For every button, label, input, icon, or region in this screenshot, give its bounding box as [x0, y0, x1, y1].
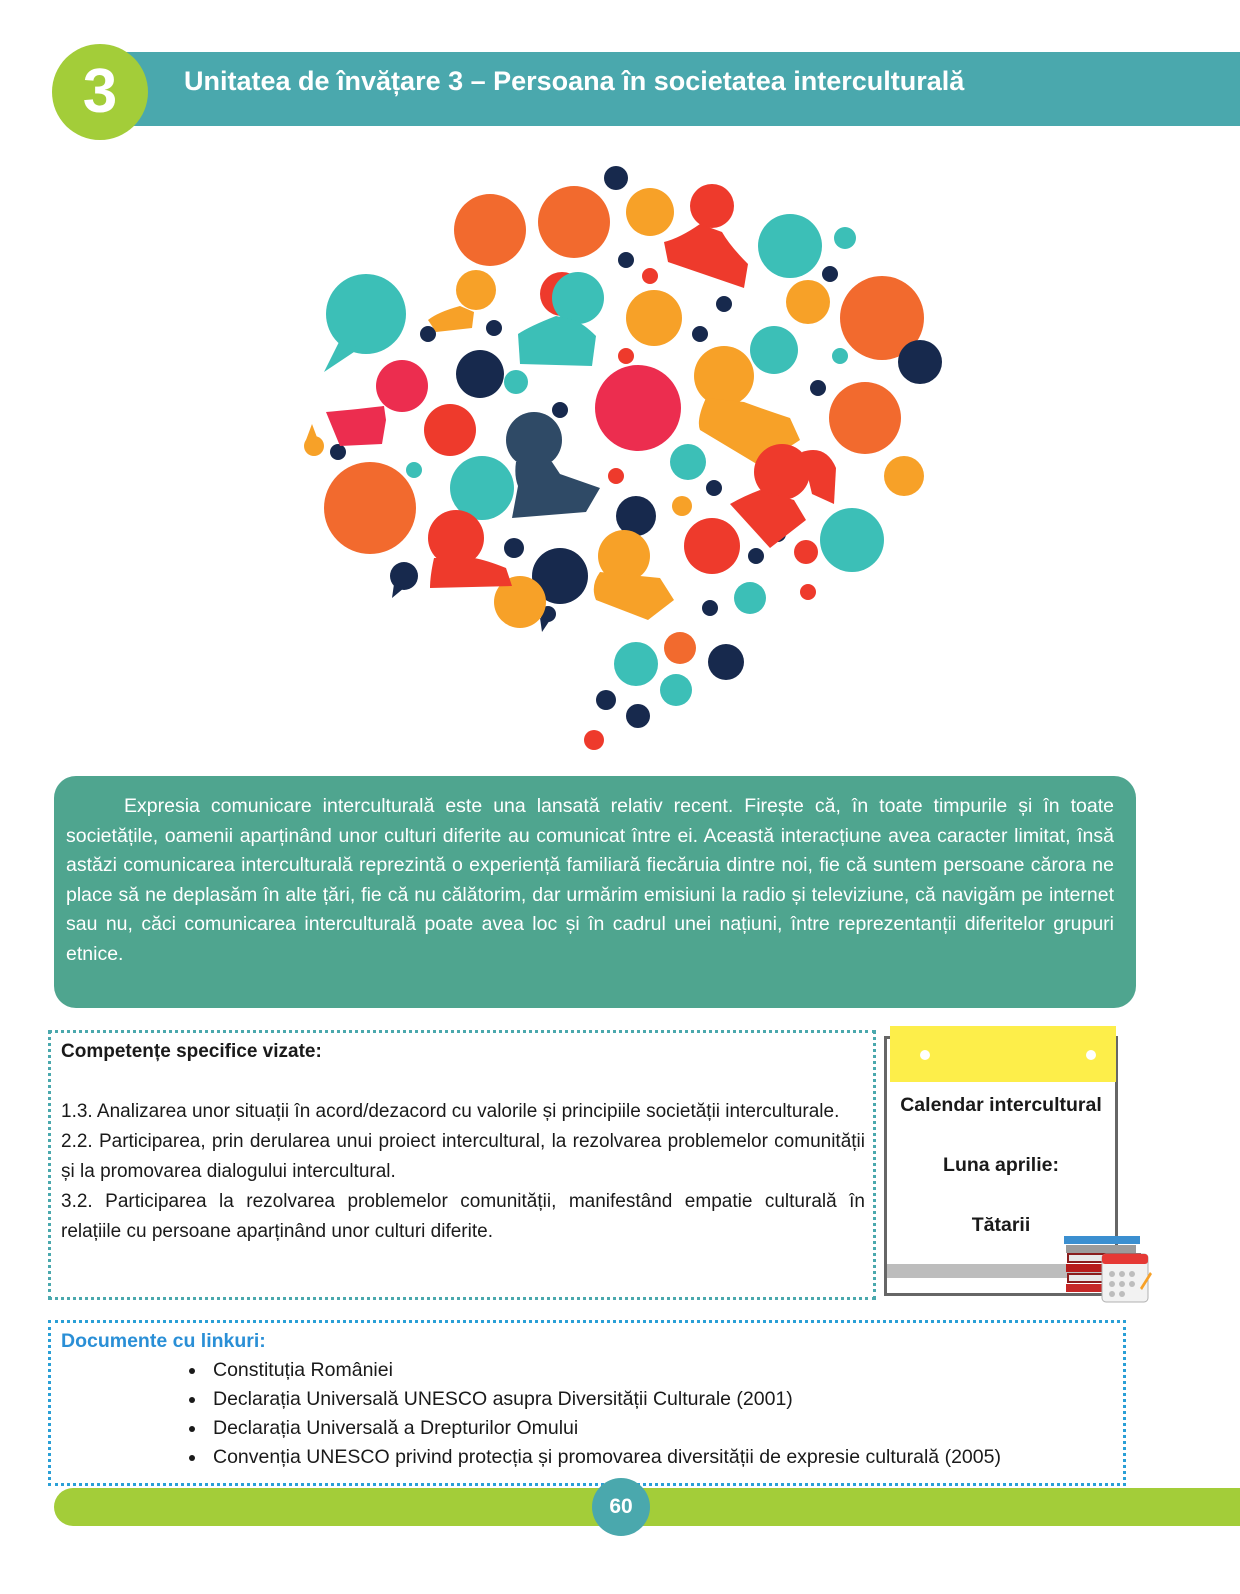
documents-list: [61, 1356, 1113, 1472]
document-link[interactable]: • Convenția UNESCO privind protecția și promovarea diversității de expresie culturală (2005): [207, 1443, 1113, 1472]
competences-box: [48, 1030, 876, 1300]
books-calendar-icon: [1062, 1236, 1152, 1306]
unit-number-badge: 3: [52, 44, 148, 140]
calendar-header-strip: [890, 1026, 1116, 1082]
competences-title: Competențe specifice vizate:: [61, 1041, 322, 1062]
calendar-topic: Tătarii: [971, 1214, 1031, 1236]
competence-item: 1.3. Analizarea unor situații în acord/dezacord cu valorile și principiile societății interculturale.: [61, 1101, 840, 1122]
unit-title: Unitatea de învățare 3 – Persoana în societatea interculturală: [184, 66, 965, 96]
documents-box: [48, 1320, 1126, 1486]
document-link[interactable]: • Constituția României: [207, 1356, 1113, 1385]
calendar-month: Luna aprilie:: [943, 1154, 1059, 1176]
document-link[interactable]: • Declarația Universală UNESCO asupra Diversității Culturale (2001): [207, 1385, 1113, 1414]
intercultural-speech-bubble-illustration: [290, 158, 970, 758]
competence-item: 2.2. Participarea, prin derularea unui proiect intercultural, la rezolvarea problemelor comunității și la promovarea dialogului intercultural.: [61, 1131, 865, 1182]
page-number: 60: [592, 1478, 650, 1536]
document-link[interactable]: • Declarația Universală a Drepturilor Omului: [207, 1414, 1113, 1443]
calendar-ring-icon: [1086, 1050, 1096, 1060]
calendar-ring-icon: [920, 1050, 930, 1060]
intro-paragraph: Expresia comunicare interculturală este una lansată relativ recent. Firește că, în toate timpurile și în toate societățile, oamenii aparținând unor culturi diferite au comunicat între ei. Această interacțiune avea caracter limitat, însă astăzi comunicarea interculturală reprezintă o experiență familiară fiecăruia dintre noi, fie că suntem persoane cărora ne place să ne deplasăm în alte țări, fie că nu călătorim, dar urmărim emisiuni la radio și televiziune, că navigăm pe internet sau nu, căci comunicarea interculturală poate avea loc și în cadrul unei națiuni, între reprezentanții diferitelor grupuri etnice.: [66, 795, 1114, 965]
documents-title: Documente cu linkuri:: [61, 1330, 266, 1352]
calendar-title: Calendar intercultural: [900, 1094, 1102, 1116]
intro-text-box: [54, 776, 1136, 1008]
competence-item: 3.2. Participarea la rezolvarea problemelor comunității, manifestând empatie culturală în relațiile cu persoane aparținând unor culturi diferite.: [61, 1191, 865, 1242]
